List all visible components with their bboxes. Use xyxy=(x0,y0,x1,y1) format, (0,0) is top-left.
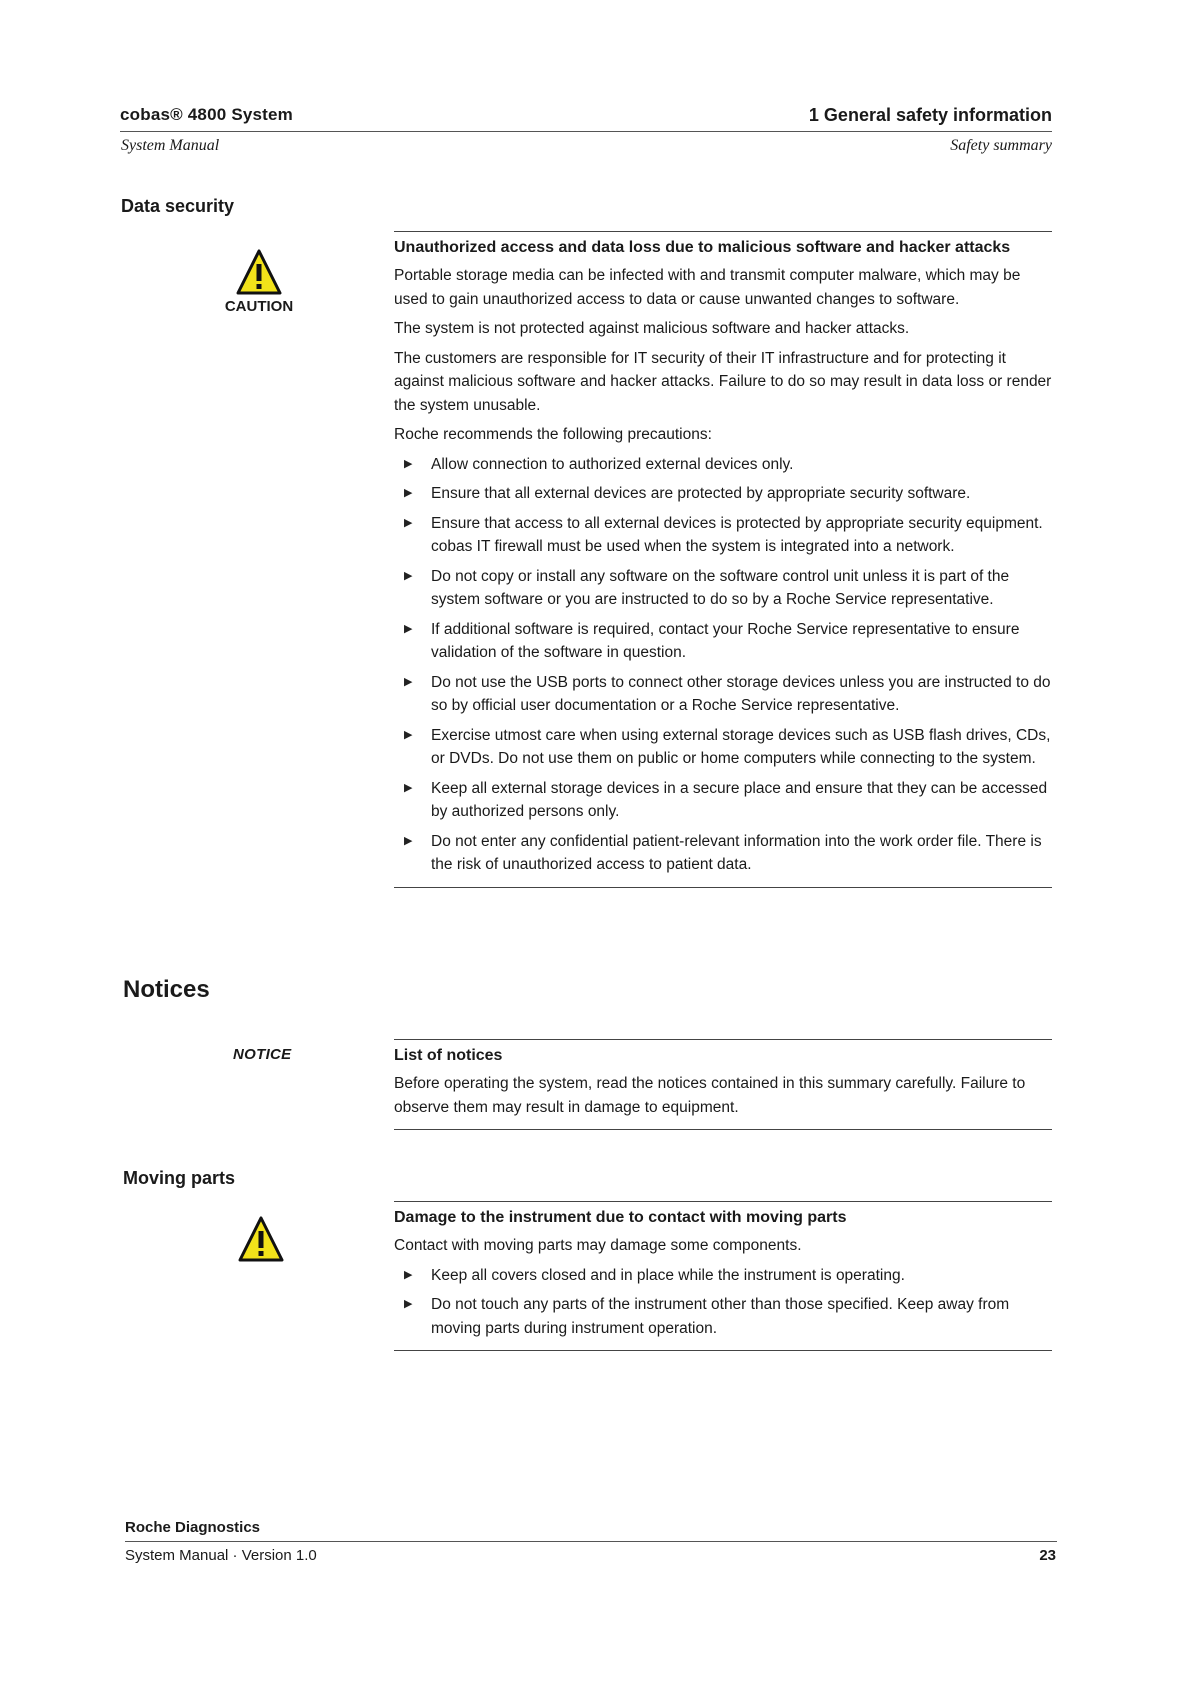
section-title: Safety summary xyxy=(950,137,1052,154)
paragraph: Roche recommends the following precautions: xyxy=(394,426,712,443)
list-item xyxy=(404,482,1052,506)
list-item-text: Allow connection to authorized external devices only. xyxy=(431,455,794,473)
list-item-text: Do not touch any parts of the instrument other than those specified. Keep away from moving parts during instrument operation. xyxy=(431,1296,1010,1337)
footer-company: Roche Diagnostics xyxy=(125,1519,261,1536)
triangle-bullet-icon: ▶ xyxy=(404,1268,413,1281)
triangle-bullet-icon: ▶ xyxy=(404,1298,413,1310)
notice-label: NOTICE xyxy=(233,1046,292,1063)
header-rule xyxy=(120,131,1052,132)
product-title: cobas® 4800 System xyxy=(120,105,294,124)
triangle-bullet-icon: ▶ xyxy=(404,781,413,794)
triangle-bullet-icon: ▶ xyxy=(404,622,413,635)
list-item xyxy=(404,724,1052,771)
data-security-box-title: Unauthorized access and data loss due to malicious software and hacker attacks xyxy=(394,239,1011,256)
list-item-text: If additional software is required, contact your Roche Service representative to ensure validation of the software in question. xyxy=(431,620,1020,661)
footer-rule xyxy=(125,1541,1057,1542)
triangle-bullet-icon: ▶ xyxy=(404,487,413,499)
notices-box-title: List of notices xyxy=(394,1047,503,1064)
list-item-text: Do not use the USB ports to connect other storage devices unless you are instructed to do so by official user documentation or a Roche Service representative. xyxy=(431,673,1051,714)
list-item xyxy=(404,1264,1052,1288)
list-item xyxy=(404,565,1052,612)
moving-parts-box-title: Damage to the instrument due to contact with moving parts xyxy=(394,1209,847,1226)
list-item xyxy=(404,512,1052,559)
moving-parts-heading: Moving parts xyxy=(123,1168,236,1188)
caution-label: CAUTION xyxy=(224,298,294,315)
document-type: System Manual xyxy=(121,137,220,154)
moving-parts-list xyxy=(394,1264,1052,1341)
footer-manual-version: System Manual · Version 1.0 xyxy=(125,1547,317,1564)
page-number: 23 xyxy=(1039,1547,1056,1564)
paragraph: Portable storage media can be infected with and transmit computer malware, which may be used to gain unauthorized access to data or cause unwanted changes to software. xyxy=(394,267,1021,308)
chapter-title: 1 General safety information xyxy=(808,105,1052,125)
data-security-heading: Data security xyxy=(121,196,235,216)
list-item xyxy=(404,777,1052,824)
list-item xyxy=(404,830,1052,877)
notices-box xyxy=(394,1039,1052,1130)
list-item-text: Exercise utmost care when using external storage devices such as USB flash drives, CDs, or DVDs. Do not use them on public or home computers while connecting to the system. xyxy=(431,726,1051,767)
precautions-list xyxy=(394,453,1052,877)
list-item xyxy=(404,671,1052,718)
list-item-text: Keep all external storage devices in a secure place and ensure that they can be accessed by authorized persons only. xyxy=(431,779,1048,820)
triangle-bullet-icon: ▶ xyxy=(404,675,413,688)
paragraph: The customers are responsible for IT security of their IT infrastructure and for protecting it against malicious software and hacker attacks. Failure to do so may result in data loss or render the system unusable. xyxy=(394,349,1052,414)
triangle-bullet-icon: ▶ xyxy=(404,569,413,582)
list-item-text: Do not copy or install any software on the software control unit unless it is part of the system software or you are instructed to do so by a Roche Service representative. xyxy=(431,567,1010,608)
list-item-text: Do not enter any confidential patient-relevant information into the work order file. There is the risk of unauthorized access to patient data. xyxy=(431,832,1042,873)
list-item-text: Keep all covers closed and in place while the instrument is operating. xyxy=(431,1266,905,1284)
list-item xyxy=(404,453,1052,477)
notices-heading: Notices xyxy=(123,976,210,1003)
data-security-box xyxy=(394,231,1052,888)
triangle-bullet-icon: ▶ xyxy=(404,516,413,529)
paragraph: The system is not protected against malicious software and hacker attacks. xyxy=(394,320,910,337)
list-item xyxy=(404,1293,1052,1340)
list-item xyxy=(404,618,1052,665)
warning-triangle-icon xyxy=(238,1215,284,1267)
list-item-text: Ensure that access to all external devices is protected by appropriate security equipment. cobas IT firewall must be used when the system is integrated into a network. xyxy=(431,514,1043,555)
triangle-bullet-icon: ▶ xyxy=(404,457,413,470)
triangle-bullet-icon: ▶ xyxy=(404,728,413,741)
triangle-bullet-icon: ▶ xyxy=(404,834,413,847)
warning-triangle-icon xyxy=(236,248,282,300)
list-item-text: Ensure that all external devices are protected by appropriate security software. xyxy=(431,485,971,502)
moving-parts-box xyxy=(394,1201,1052,1351)
paragraph: Before operating the system, read the notices contained in this summary carefully. Failure to observe them may result in damage to equipment. xyxy=(394,1075,1026,1116)
paragraph: Contact with moving parts may damage some components. xyxy=(394,1237,802,1254)
